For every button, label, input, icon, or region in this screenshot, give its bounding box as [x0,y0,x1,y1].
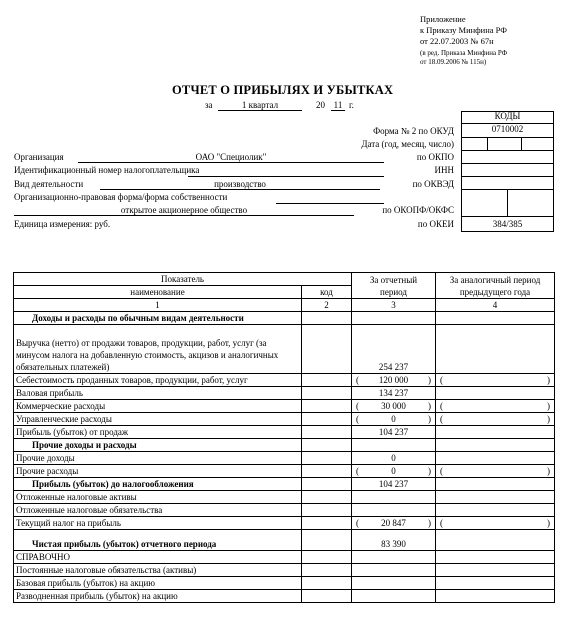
period-year: 11 [331,100,345,111]
row-name: Чистая прибыль (убыток) отчетного периода [14,530,302,551]
row-prev-value: ( ) [436,374,555,387]
row-prev-value [436,577,555,590]
row-code [302,452,352,465]
row-code [302,312,352,325]
table-row [14,504,555,517]
row-name: Прочие доходы [14,452,302,465]
row-code [302,439,352,452]
row-current-value: 254 237 [352,325,436,374]
codes-header: КОДЫ [461,111,554,124]
row-current-value [352,590,436,603]
row-prev-value [436,439,555,452]
row-code [302,400,352,413]
row-code [302,374,352,387]
org-name-value: ОАО "Специолик" [78,152,384,163]
table-row [14,465,555,478]
okopf-code-cell [461,189,554,217]
table-row [14,551,555,564]
legal-form-value: открытое акционерное общество [14,205,354,216]
table-row [14,590,555,603]
unit-label: Единица измерения: руб. [14,219,111,229]
appendix-line1: Приложение [420,14,466,24]
col-number-3: 3 [352,299,436,312]
inn-underline [188,176,384,177]
period-suffix: г. [349,100,354,110]
row-current-value [352,577,436,590]
row-value: 30 000 [381,401,406,411]
table-row [14,577,555,590]
row-code [302,590,352,603]
row-current-value [352,491,436,504]
row-code [302,577,352,590]
row-prev-value: ( ) [436,465,555,478]
row-current-value: ( 0 ) [352,465,436,478]
header-prev-2: предыдущего года [436,286,555,299]
table-row [14,478,555,491]
row-name: Коммерческие расходы [14,400,302,413]
table-row [14,400,555,413]
row-code [302,551,352,564]
row-name: Прибыль (убыток) до налогообложения [14,478,302,491]
row-name: Отложенные налоговые активы [14,491,302,504]
header-name: наименование [14,286,302,299]
form-code-value: 0710002 [461,124,554,138]
row-value: 0 [391,414,396,424]
header-current: За отчетный [352,273,436,286]
row-current-value: ( 20 847 ) [352,517,436,530]
row-prev-value [436,504,555,517]
row-prev-value [436,478,555,491]
okpo-code-cell [461,150,554,164]
inn-full-label: Идентификационный номер налогоплательщика [14,165,200,175]
table-row [14,387,555,400]
appendix-note [420,14,507,67]
row-prev-value: ( ) [436,413,555,426]
row-current-value: ( 120 000 ) [352,374,436,387]
row-name: Разводненная прибыль (убыток) на акцию [14,590,302,603]
row-prev-value [436,590,555,603]
row-value: 0 [391,466,396,476]
row-name: Выручка (нетто) от продажи товаров, продукции, работ, услуг (за минусом налога на добавленную стоимость, акцизов и аналогичных обязательных платежей) [14,325,302,374]
okpo-label: по ОКПО [416,152,454,162]
row-current-value [352,312,436,325]
table-row [14,325,555,374]
row-current-value: ( 0 ) [352,413,436,426]
row-code [302,564,352,577]
header-prev: За аналогичный период [436,273,555,286]
row-current-value: 134 237 [352,387,436,400]
row-prev-value [436,491,555,504]
row-name: Постоянные налоговые обязательства (активы) [14,564,302,577]
row-code [302,478,352,491]
header-code: код [302,286,352,299]
legal-form-underline [276,203,384,204]
row-code [302,413,352,426]
appendix-line3: от 22.07.2003 № 67н [420,36,494,46]
okopf-label: по ОКОПФ/ОКФС [382,205,454,215]
row-name: СПРАВОЧНО [14,551,302,564]
col-number-4: 4 [436,299,555,312]
activity-value: производство [100,179,380,190]
row-current-value: 104 237 [352,478,436,491]
period-year-prefix: 20 [316,100,325,110]
inn-code-cell [461,163,554,177]
row-name: Прибыль (убыток) от продаж [14,426,302,439]
period-quarter: 1 квартал [218,100,302,111]
table-row [14,530,555,551]
row-value: 20 847 [381,518,406,528]
row-prev-value [436,564,555,577]
row-current-value: 0 [352,452,436,465]
header-current-2: период [352,286,436,299]
row-name: Себестоимость проданных товаров, продукции, работ, услуг [14,374,302,387]
row-name: Управленческие расходы [14,413,302,426]
appendix-line4: (в ред. Приказа Минфина РФ [420,49,508,57]
table-row [14,517,555,530]
header-indicator: Показатель [14,273,352,286]
row-code [302,426,352,439]
table-row [14,413,555,426]
row-current-value [352,504,436,517]
okei-code-value: 384/385 [492,219,523,229]
col-number-1: 1 [14,299,302,312]
row-name: Базовая прибыль (убыток) на акцию [14,577,302,590]
row-current-value: 83 390 [352,530,436,551]
appendix-line2: к Приказу Минфина РФ [420,25,507,35]
table-row [14,491,555,504]
row-name: Текущий налог на прибыль [14,517,302,530]
org-label: Организация [14,152,64,162]
page-title: ОТЧЕТ О ПРИБЫЛЯХ И УБЫТКАХ [172,83,394,97]
period-prefix: за [205,100,213,110]
row-code [302,491,352,504]
activity-label: Вид деятельности [14,179,84,189]
date-label: Дата (год, месяц, число) [361,139,454,149]
row-code [302,504,352,517]
row-name: Прочие доходы и расходы [14,439,302,452]
okei-label: по ОКЕИ [417,219,454,229]
row-current-value [352,564,436,577]
row-prev-value [436,325,555,374]
legal-form-label: Организационно-правовая форма/форма собственности [14,192,228,202]
row-code [302,465,352,478]
row-prev-value: ( ) [436,400,555,413]
row-value: 120 000 [378,375,409,385]
row-prev-value [436,312,555,325]
row-name: Прочие расходы [14,465,302,478]
row-name: Отложенные налоговые обязательства [14,504,302,517]
table-row [14,312,555,325]
row-code [302,387,352,400]
row-code [302,325,352,374]
date-code-cell [461,137,554,151]
inn-label: ИНН [434,165,454,175]
table-row [14,374,555,387]
table-row [14,564,555,577]
row-prev-value [436,452,555,465]
row-name: Доходы и расходы по обычным видам деятельности [14,312,302,325]
row-prev-value [436,530,555,551]
row-current-value: 104 237 [352,426,436,439]
row-code [302,530,352,551]
row-current-value [352,439,436,452]
okved-label: по ОКВЭД [412,179,454,189]
row-code [302,517,352,530]
col-number-2: 2 [302,299,352,312]
appendix-line5: от 18.09.2006 № 115н) [420,58,487,66]
row-name: Валовая прибыль [14,387,302,400]
row-prev-value [436,551,555,564]
okved-code-cell [461,176,554,190]
row-current-value: ( 30 000 ) [352,400,436,413]
profit-loss-table [13,272,555,603]
table-row [14,439,555,452]
row-prev-value [436,387,555,400]
row-prev-value: ( ) [436,517,555,530]
table-row [14,426,555,439]
table-row [14,452,555,465]
row-prev-value [436,426,555,439]
row-current-value [352,551,436,564]
form-label: Форма № 2 по ОКУД [373,126,454,136]
